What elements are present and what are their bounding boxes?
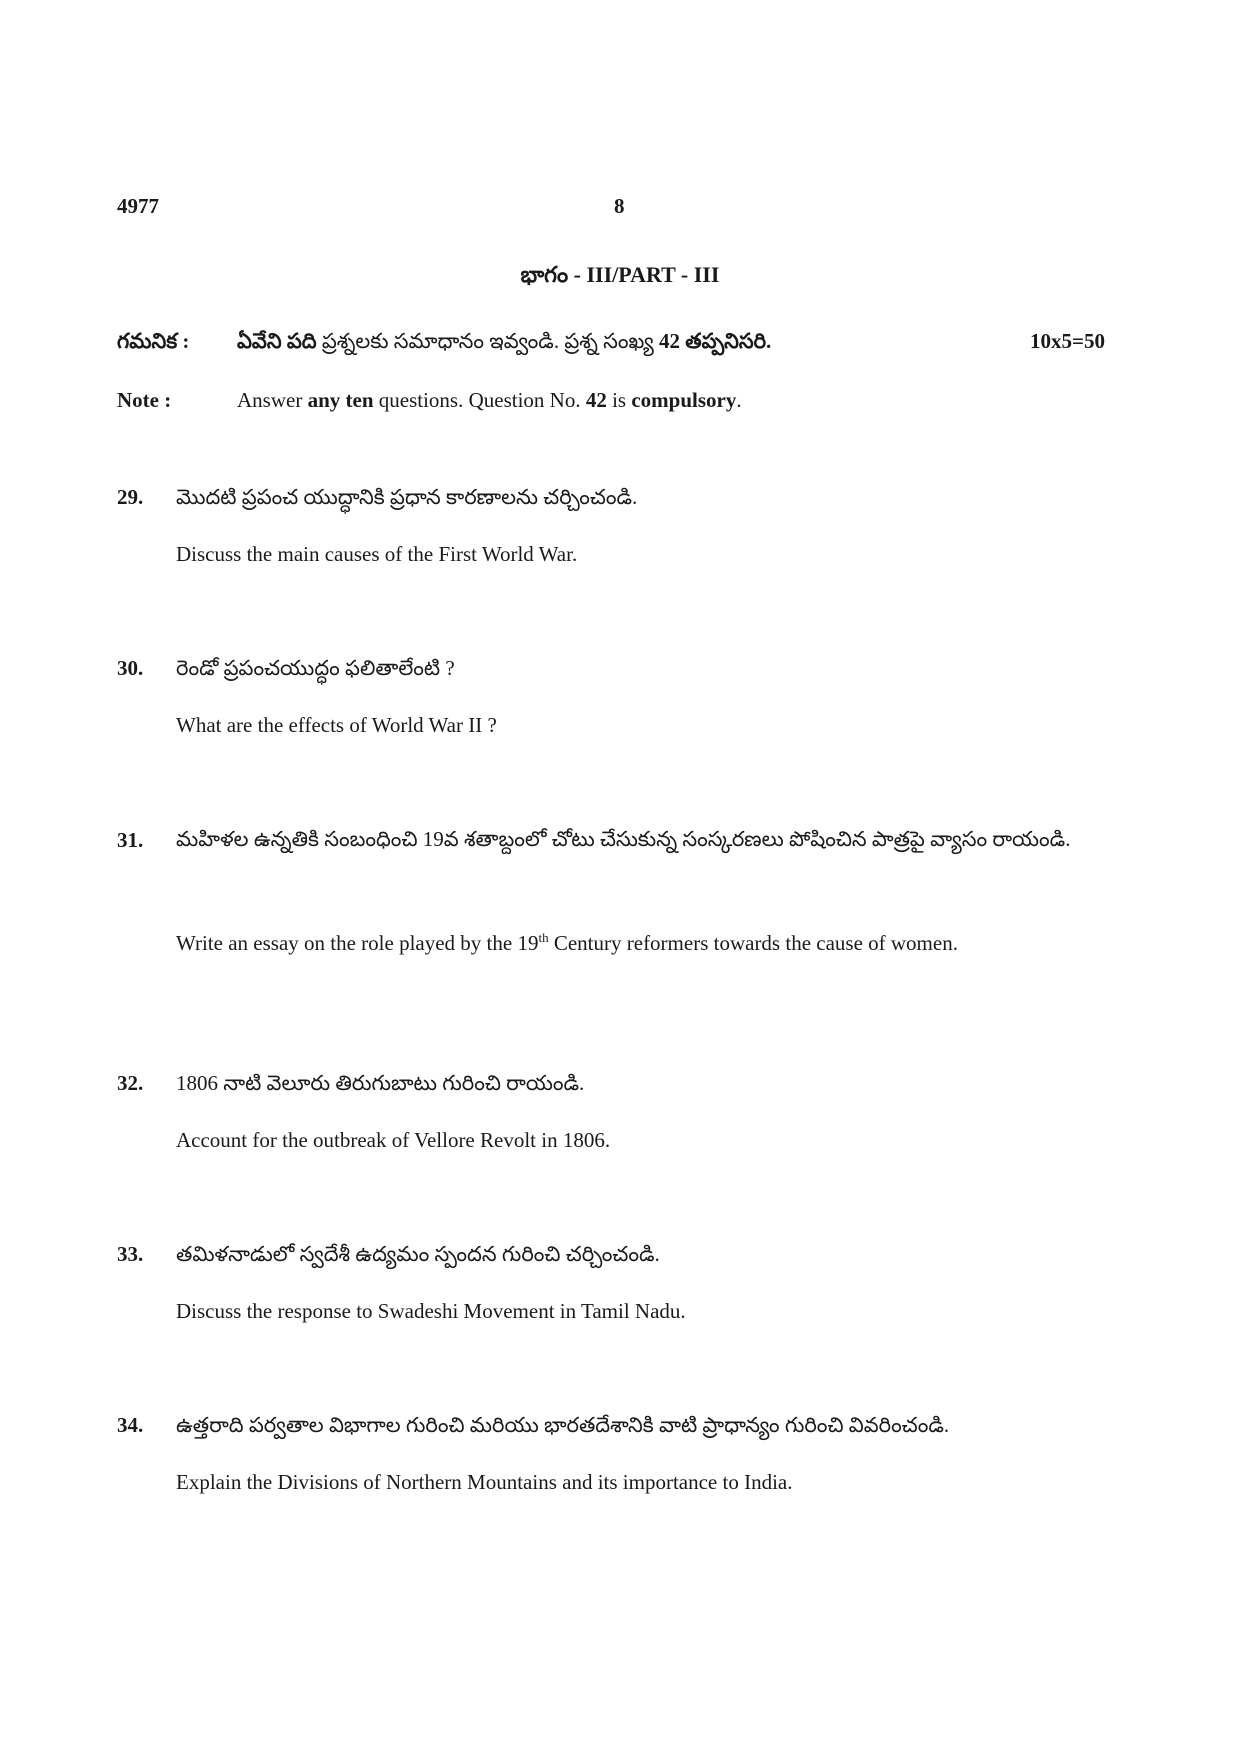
question-number: 31. (117, 828, 144, 852)
question-english: Explain the Divisions of Northern Mountains and its importance to India. (176, 1470, 793, 1494)
question-number: 30. (117, 656, 144, 680)
marks-scheme: 10x5=50 (1030, 329, 1105, 353)
question-telugu: 1806 నాటి వెలూరు తిరుగుబాటు గురించి రాయండి. (176, 1071, 585, 1095)
question-telugu: రెండో ప్రపంచయుద్ధం ఫలితాలేంటి ? (176, 656, 455, 680)
telugu-note-text: ఏవేని పది ప్రశ్నలకు సమాధానం ఇవ్వండి. ప్రశ్న సంఖ్య 42 తప్పనిసరి. (237, 329, 772, 353)
english-note-text: Answer any ten questions. Question No. 42 is compulsory. (237, 388, 742, 412)
question-number: 29. (117, 485, 144, 509)
page-number: 8 (614, 194, 625, 218)
question-english: Discuss the response to Swadeshi Movement in Tamil Nadu. (176, 1299, 686, 1323)
question-telugu: తమిళనాడులో స్వదేశీ ఉద్యమం స్పందన గురించి చర్చించండి. (176, 1242, 660, 1266)
question-telugu: మహిళల ఉన్నతికి సంబంధించి 19వ శతాబ్దంలో చోటు చేసుకున్న సంస్కరణలు పోషించిన పాత్రపై వ్యాసం రాయండి. (176, 827, 1071, 851)
question-english: Account for the outbreak of Vellore Revolt in 1806. (176, 1128, 611, 1152)
paper-code: 4977 (117, 194, 159, 218)
question-number: 32. (117, 1071, 144, 1095)
part-title: భాగం - III/PART - III (520, 262, 720, 287)
question-english: Write an essay on the role played by the 19th Century reformers towards the cause of women. (176, 930, 958, 955)
telugu-note-label: గమనిక : (117, 329, 190, 353)
question-number: 33. (117, 1242, 144, 1266)
question-number: 34. (117, 1413, 144, 1437)
english-note-label: Note : (117, 388, 172, 412)
question-telugu: ఉత్తరాది పర్వతాల విభాగాల గురించి మరియు భారతదేశానికి వాటి ప్రాధాన్యం గురించి వివరించండి. (176, 1413, 950, 1437)
question-telugu: మొదటి ప్రపంచ యుద్ధానికి ప్రధాన కారణాలను చర్చించండి. (176, 485, 638, 509)
question-english: What are the effects of World War II ? (176, 713, 497, 737)
question-english: Discuss the main causes of the First World War. (176, 542, 578, 566)
